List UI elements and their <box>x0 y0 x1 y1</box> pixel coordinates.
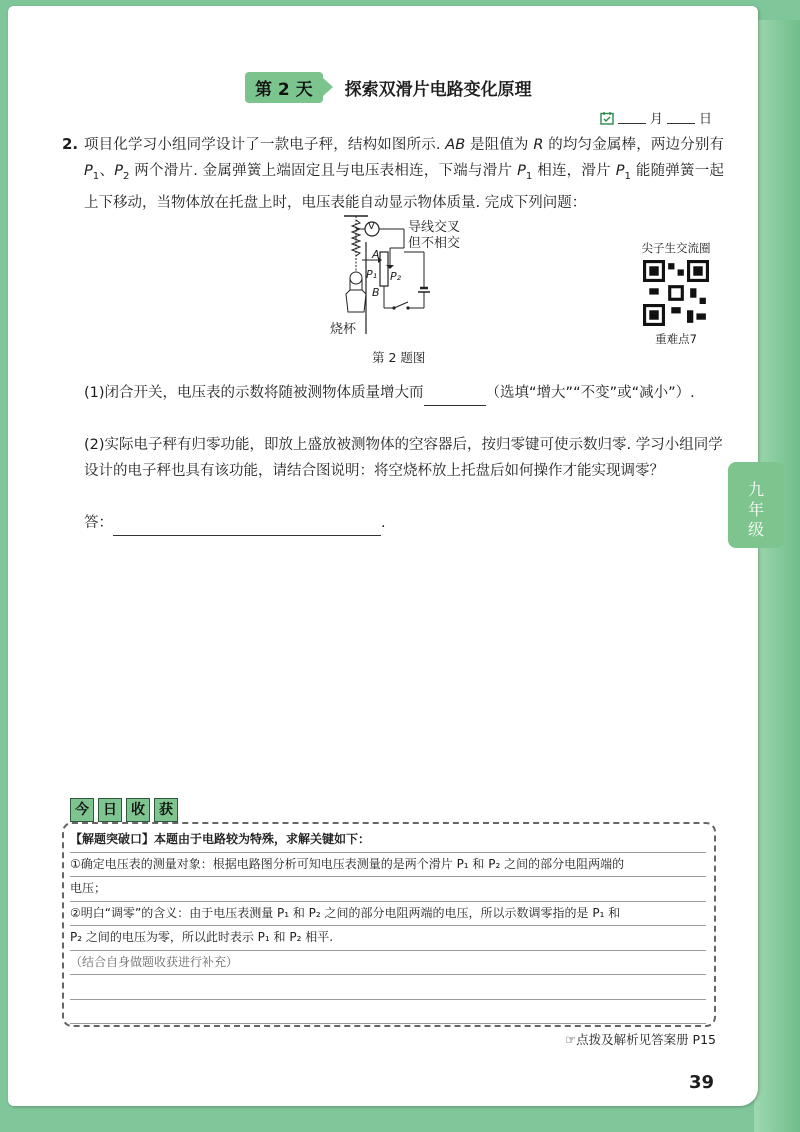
figure-label-a: A <box>372 248 380 261</box>
answer-end: . <box>381 515 386 531</box>
figure-label-p2: P₂ <box>390 270 402 283</box>
date-field <box>600 108 712 127</box>
sub-question-1 <box>84 380 724 406</box>
figure-caption: 第 2 题图 <box>372 350 426 365</box>
harvest-line: ②明白“调零”的含义：由于电压表测量 P₁ 和 P₂ 之间的部分电阻两端的电压，所以示数调零指的是 P₁ 和 <box>70 902 706 927</box>
answer-blank-1[interactable] <box>424 389 486 406</box>
harvest-char: 获 <box>154 798 178 822</box>
sub-question-1-text-after: （选填“增大”“不变”或“减小”）. <box>485 385 695 401</box>
daily-harvest-header <box>70 798 178 822</box>
figure-label-b: B <box>372 286 380 299</box>
qr-block <box>636 240 716 347</box>
harvest-char: 今 <box>70 798 94 822</box>
sub-question-1-text-before: (1)闭合开关，电压表的示数将随被测物体质量增大而 <box>84 385 424 401</box>
day-label: 日 <box>698 112 712 127</box>
grade-tab[interactable] <box>728 462 784 548</box>
harvest-char: 收 <box>126 798 150 822</box>
figure-label-beaker: 烧杯 <box>330 322 357 337</box>
day-blank[interactable] <box>667 111 695 124</box>
day-badge: 第 2 天 <box>245 72 323 103</box>
calendar-icon <box>600 111 614 125</box>
sub-question-2: (2)实际电子秤有归零功能，即放上盛放被测物体的空容器后，按归零键可使示数归零. 学习小组同学设计的电子秤也具有该功能，请结合图说明：将空烧杯放上托盘后如何操作才能实现调零？ <box>84 437 723 479</box>
harvest-line: 【解题突破口】本题由于电路较为特殊，求解关键如下： <box>70 828 706 853</box>
page-header <box>245 72 532 102</box>
figure-label-v: V <box>368 221 375 232</box>
answer-line[interactable] <box>113 517 381 536</box>
figure-label-p1: P₁ <box>366 268 378 281</box>
side-green-strip <box>754 20 800 1132</box>
harvest-blank-line[interactable] <box>70 975 706 1000</box>
figure-note-1: 导线交叉 <box>408 220 461 235</box>
circuit-figure <box>320 212 480 342</box>
question-number: 2. <box>62 135 79 153</box>
month-label: 月 <box>649 112 663 127</box>
harvest-blank-line[interactable] <box>70 1000 706 1025</box>
grade-tab-label: 九年级 <box>747 480 764 539</box>
question-text: 项目化学习小组同学设计了一款电子秤，结构如图所示. AB 是阻值为 R 的均匀金属棒，两边分别有 $P_1$、$P_2$ 两个滑片. 金属弹簧上端固定且与电压表相连，下端与滑片 $P_1$ 相连，滑片 $P_1$ 能随弹簧一起上下移动，当物体放在托盘上时，电压表能自动显示物体质量. 完成下列问题： <box>84 137 725 211</box>
qr-subtitle: 重难点7 <box>655 332 697 346</box>
harvest-lines <box>70 828 706 1024</box>
page-title: 探索双滑片电路变化原理 <box>344 79 532 100</box>
harvest-char: 日 <box>98 798 122 822</box>
harvest-line: ①确定电压表的测量对象：根据电路图分析可知电压表测量的是两个滑片 P₁ 和 P₂ 之间的部分电阻两端的 <box>70 853 706 878</box>
answer-reference: ☞点拨及解析见答案册 P15 <box>564 1032 716 1047</box>
month-blank[interactable] <box>618 111 646 124</box>
harvest-line: 电压； <box>70 877 706 902</box>
harvest-line: （结合自身做题收获进行补充） <box>70 951 706 976</box>
page-number: 39 <box>689 1072 715 1093</box>
qr-title: 尖子生交流圈 <box>641 241 711 255</box>
qr-code-icon[interactable] <box>643 260 709 326</box>
figure-note-2: 但不相交 <box>408 236 461 251</box>
answer-row <box>84 510 724 536</box>
harvest-line: P₂ 之间的电压为零，所以此时表示 P₁ 和 P₂ 相平. <box>70 926 706 951</box>
answer-label: 答： <box>84 515 113 531</box>
